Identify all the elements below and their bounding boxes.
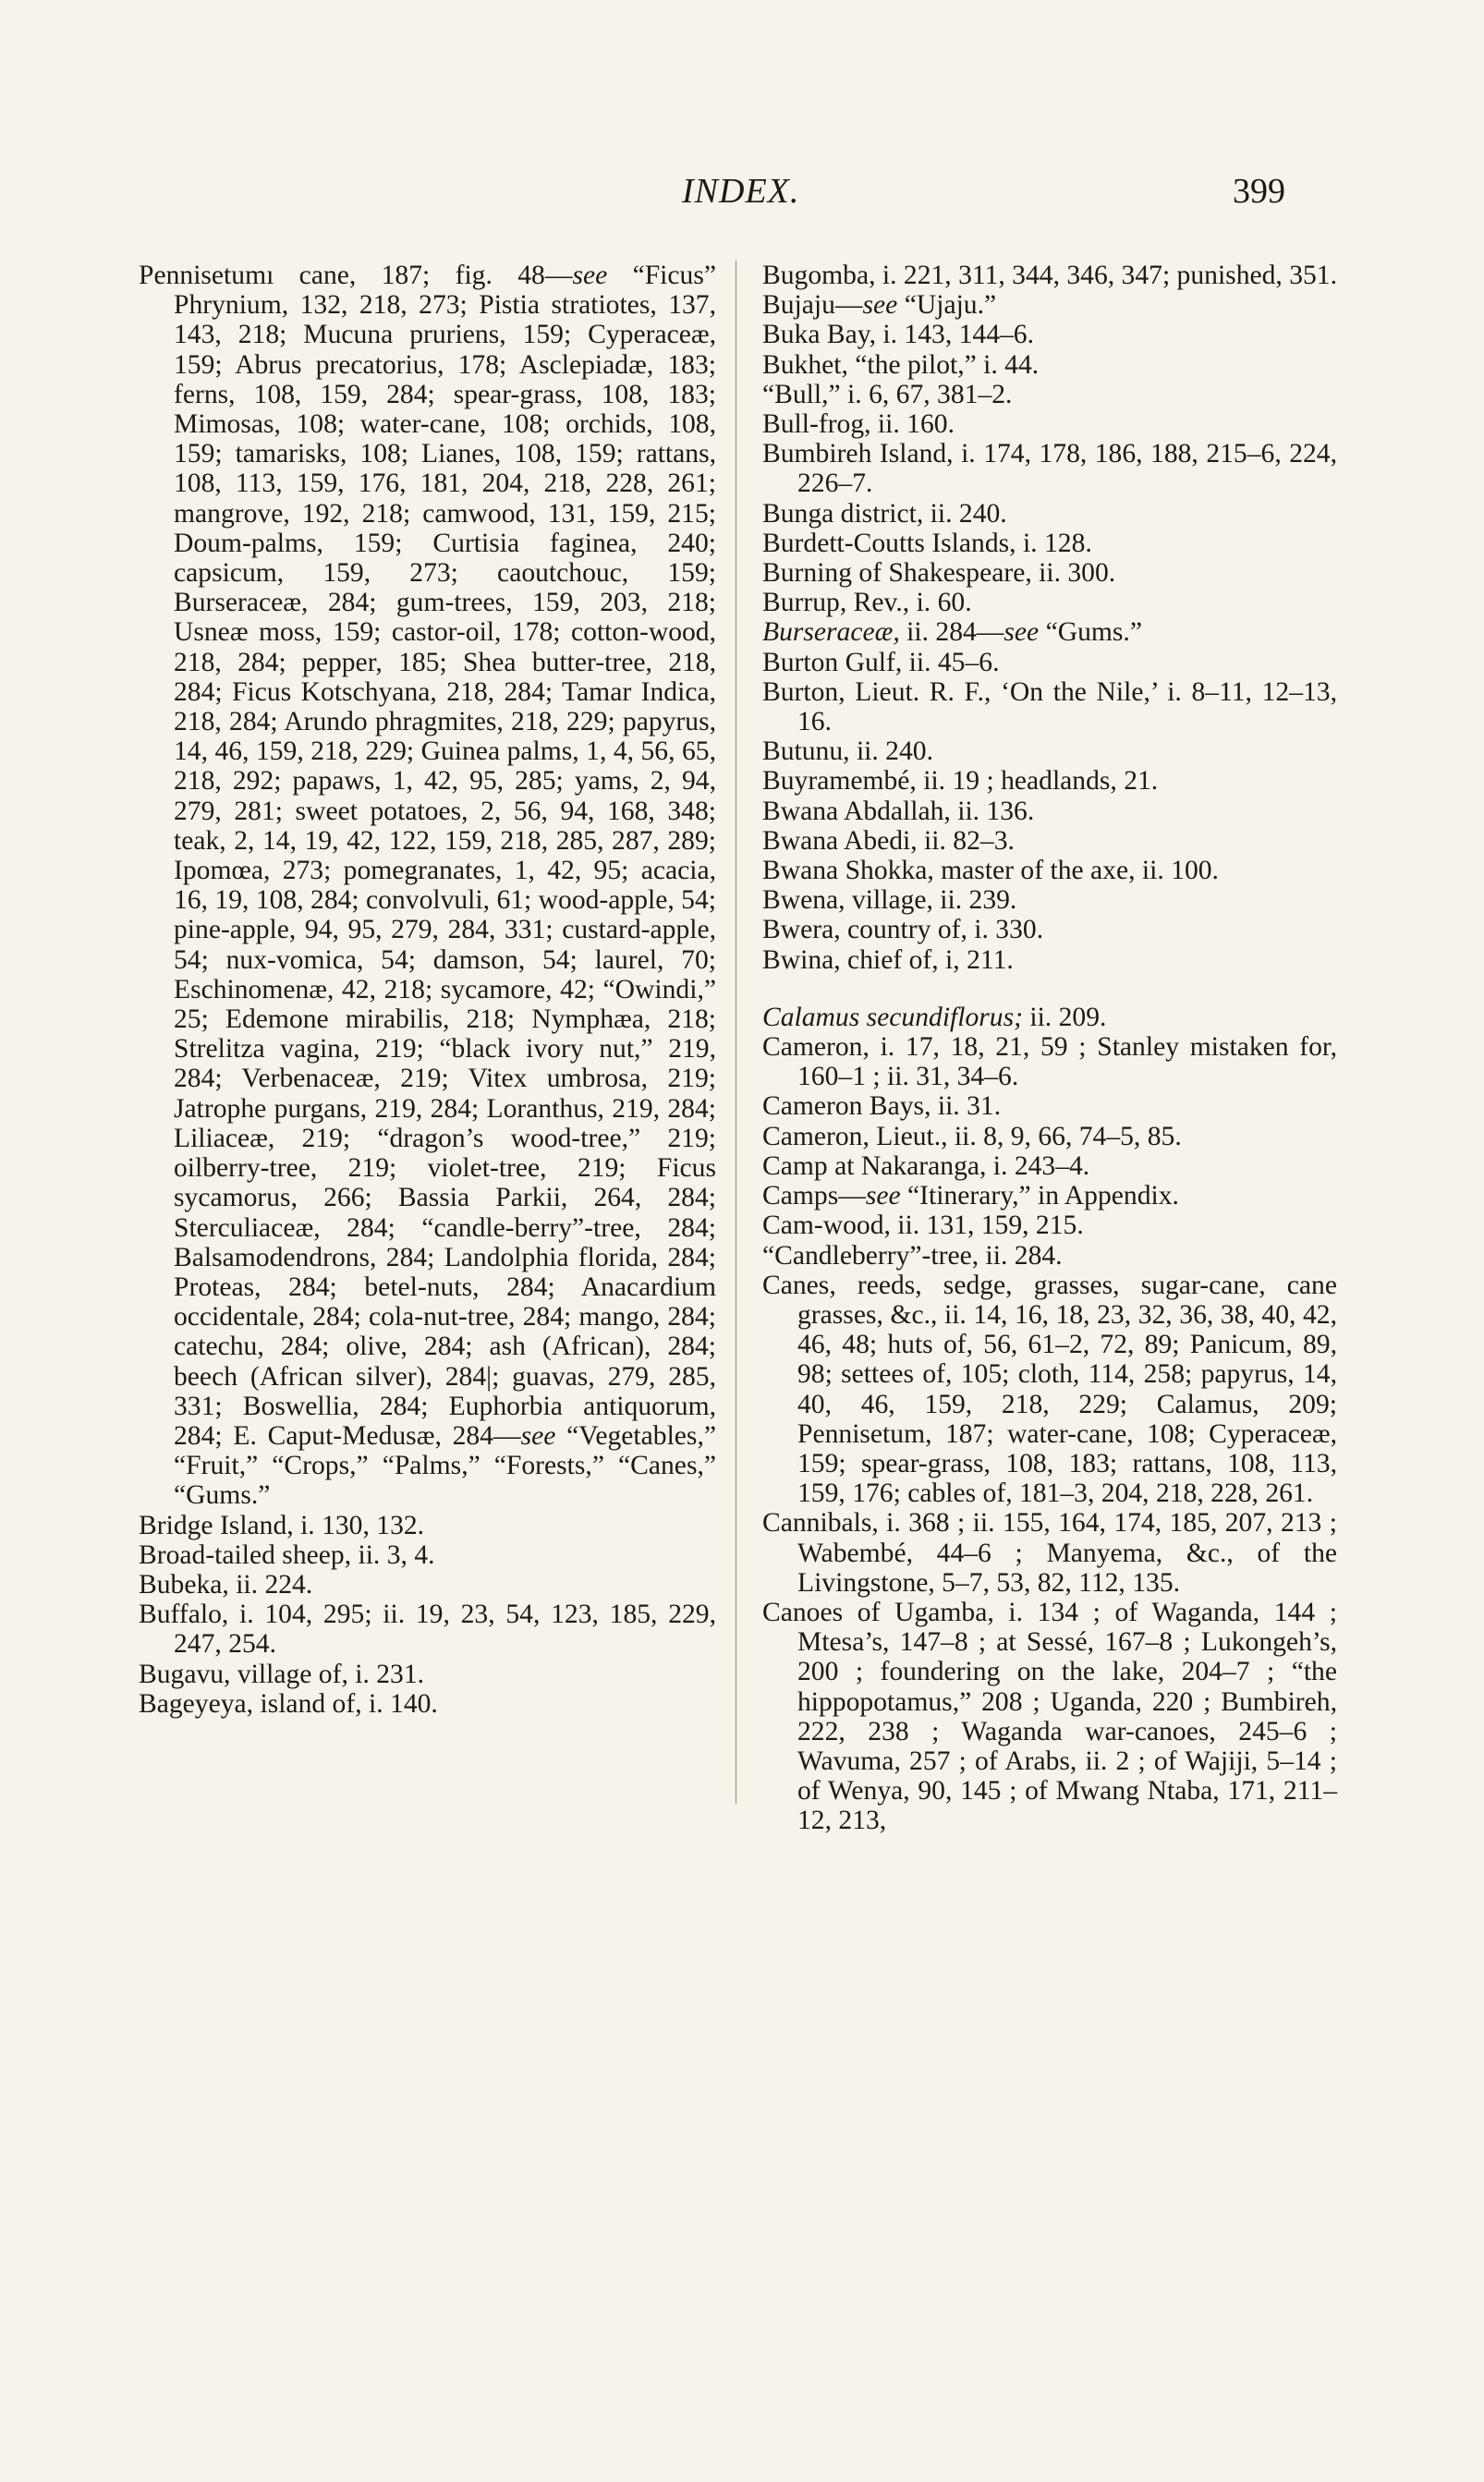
index-entry [762,766,1337,796]
index-entry [762,826,1337,856]
entry-text: see [1004,617,1040,648]
entry-text: “Itinerary,” in Appendix. [900,1181,1179,1211]
entry-text: see [572,261,608,290]
index-entry [762,529,1337,558]
index-entry [762,439,1337,498]
index-entry [762,1151,1337,1181]
index-entry [762,915,1337,944]
index-entry [139,1511,716,1540]
index-entry [139,1540,716,1570]
entry-text: Bwana Shokka, master of the axe, ii. 100. [762,856,1219,886]
index-entry [762,1271,1337,1509]
entry-text: Bull-frog, ii. 160. [762,409,955,440]
index-entry [762,736,1337,766]
index-entry [762,499,1337,529]
index-entry [139,1689,716,1719]
index-entry [762,1091,1337,1121]
index-entry [762,1598,1337,1836]
entry-text: Cameron, i. 17, 18, 21, 59 ; Stanley mistaken for, 160–1 ; ii. 31, 34–6. [762,1032,1337,1092]
index-entry [762,558,1337,588]
index-entry [762,617,1337,647]
entry-text: Bujaju— [762,290,863,321]
entry-text: Burning of Shakespeare, ii. 300. [762,558,1116,589]
section-gap [762,975,1337,1003]
entry-text: Buyramembé, ii. 19 ; headlands, 21. [762,766,1159,797]
entry-text: see [862,290,898,321]
entry-text: “Bull,” i. 6, 67, 381–2. [762,379,1013,409]
page-number: 399 [1233,172,1285,211]
index-entry [762,856,1337,885]
entry-text: Burton, Lieut. R. F., ‘On the Nile,’ i. 8–11, 12–13, 16. [762,676,1337,737]
entry-text: Bwera, country of, i. 330. [762,915,1044,945]
entry-text: Canoes of Ugamba, i. 134 ; of Waganda, 144 ; Mtesa’s, 147–8 ; at Sessé, 167–8 ; Lukongeh’s, 200 ; foundering on the lake, 204–7 ; “the hippopotamus,” 208 ; Uganda, 220 ; Bumbireh, 222, 238 ; Waganda war-canoes, 245–6 ; Wavuma, 257 ; of Arabs, ii. 2 ; of Wajiji, 5–14 ; of Wenya, 90, 145 ; of Mwang Ntaba, 171, 211–12, 213, [762,1597,1337,1836]
entry-text: Bwena, village, ii. 239. [762,885,1017,916]
entry-text: Burton Gulf, ii. 45–6. [762,647,1000,677]
index-entry [762,261,1337,290]
index-entry [762,1241,1337,1271]
index-column-left [139,261,716,1719]
index-entry [762,1003,1337,1032]
entry-text: Burdett-Coutts Islands, i. 128. [762,528,1092,558]
entry-text: Bukhet, “the pilot,” i. 44. [762,349,1040,380]
index-entry [139,261,716,1511]
entry-text: Bugavu, village of, i. 231. [139,1659,425,1689]
entry-text: “Ujaju.” [897,290,997,321]
index-entry [762,380,1337,409]
index-entry [139,1570,716,1600]
entry-text: see [520,1420,556,1451]
index-entry [762,290,1337,320]
entry-text: Cannibals, i. 368 ; ii. 155, 164, 174, 185, 207, 213 ; Wabembé, 44–6 ; Manyema, &c., of the Livingstone, 5–7, 53, 82, 112, 135. [762,1508,1337,1598]
entry-text: ii. 284— [899,617,1004,648]
entry-text: Cam-wood, ii. 131, 159, 215. [762,1211,1084,1241]
index-entry [762,1032,1337,1091]
index-entry [762,409,1337,439]
entry-text: “Ficus” Phrynium, 132, 218, 273; Pistia stratiotes, 137, 143, 218; Mucuna pruriens, 159; Cyperaceæ, 159; Abrus precatorius, 178; Asclepiadæ, 183; ferns, 108, 159, 284; spear-grass, 108, 183; Mimosas, 108; water-cane, 108; orchids, 108, 159; tamarisks, 108; Lianes, 108, 159; rattans, 108, 113, 159, 176, 181, 204, 218, 228, 261; mangrove, 192, 218; camwood, 131, 159, 215; Doum-palms, 159; Curtisia faginea, 240; capsicum, 159, 273; caoutchouc, 159; Burseraceæ, 284; gum-trees, 159, 203, 218; Usneæ moss, 159; castor-oil, 178; cotton-wood, 218, 284; pepper, 185; Shea butter-tree, 218, 284; Ficus Kotschyana, 218, 284; Tamar Indica, 218, 284; Arundo phragmites, 218, 229; papyrus, 14, 46, 159, 218, 229; Guinea palms, 1, 4, 56, 65, 218, 292; papaws, 1, 42, 95, 285; yams, 2, 94, 279, 281; sweet potatoes, 2, 56, 94, 168, 348; teak, 2, 14, 19, 42, 122, 159, 218, 285, 287, 289; Ipomœa, 273; pomegranates, 1, 42, 95; acacia, 16, 19, 108, 284; convolvuli, 61; wood-apple, 54; pine-apple, 94, 95, 279, 284, 331; custard-apple, 54; nux-vomica, 54; damson, 54; laurel, 70; Eschinomenæ, 42, 218; sycamore, 42; “Owindi,” 25; Edemone mirabilis, 218; Nymphæa, 218; Strelitza vagina, 219; “black ivory nut,” 219, 284; Verbenaceæ, 219; Vitex umbrosa, 219; Jatrophe purgans, 219, 284; Loranthus, 219, 284; Liliaceæ, 219; “dragon’s wood-tree,” 219; oilberry-tree, 219; violet-tree, 219; Ficus sycamorus, 266; Bassia Parkii, 264, 284; Sterculiaceæ, 284; “candle-berry”-tree, 284; Balsamodendrons, 284; Landolphia florida, 284; Proteas, 284; betel-nuts, 284; Anacardium occidentale, 284; cola-nut-tree, 284; mango, 284; catechu, 284; olive, 284; ash (African), 284; beech (African silver), 284|; guavas, 279, 285, 331; Boswellia, 284; Euphorbia antiquorum, 284; E. Caput-Medusæ, 284— [174,261,716,1451]
index-entry [762,885,1337,915]
entry-text: “Gums.” [1039,617,1142,648]
entry-text: Cameron, Lieut., ii. 8, 9, 66, 74–5, 85. [762,1121,1182,1151]
index-entry [762,1122,1337,1151]
index-entry [139,1600,716,1659]
entry-text: Canes, reeds, sedge, grasses, sugar-cane, cane grasses, &c., ii. 14, 16, 18, 23, 32, 36, 38, 40, 42, 46, 48; huts of, 56, 61–2, 72, 89; Panicum, 89, 98; settees of, 105; cloth, 114, 258; papyrus, 14, 40, 46, 159, 218, 229; Calamus, 209; Pennisetum, 187; water-cane, 108; Cyperaceæ, 159; spear-grass, 108, 183; rattans, 108, 113, 159, 176; cables of, 181–3, 204, 218, 228, 261. [762,1270,1337,1509]
running-title: INDEX. [682,172,800,211]
index-entry [762,677,1337,736]
entry-text: Bwana Abedi, ii. 82–3. [762,825,1015,856]
index-entry [762,1211,1337,1240]
index-column-right [762,261,1337,1836]
entry-text: Bugomba, i. 221, 311, 344, 346, 347; punished, 351. [762,261,1338,290]
entry-text: Buka Bay, i. 143, 144–6. [762,320,1035,350]
index-entry [139,1660,716,1689]
index-entry [762,588,1337,617]
index-entry [762,648,1337,677]
entry-text: Bunga district, ii. 240. [762,498,1007,529]
entry-text: ii. 209. [1022,1002,1107,1032]
entry-text: Camps— [762,1181,866,1211]
entry-text: Buffalo, i. 104, 295; ii. 19, 23, 54, 123, 185, 229, 247, 254. [139,1600,716,1660]
index-entry [762,1181,1337,1211]
entry-text: Camp at Nakaranga, i. 243–4. [762,1150,1090,1181]
entry-text: Pennisetumı cane, 187; fig. 48— [139,261,573,290]
entry-text: Burrup, Rev., i. 60. [762,588,972,618]
index-entry [762,797,1337,826]
index-entry [762,320,1337,349]
entry-text: see [865,1181,901,1211]
entry-text: Cameron Bays, ii. 31. [762,1091,1002,1122]
entry-text: Broad-tailed sheep, ii. 3, 4. [139,1539,435,1570]
entry-text: Bubeka, ii. 224. [139,1569,313,1600]
entry-text: Burseraceæ, [762,617,900,648]
entry-text: Bumbireh Island, i. 174, 178, 186, 188, 215–6, 224, 226–7. [762,439,1337,499]
page-header [0,171,1484,226]
entry-text: Calamus secundiflorus; [762,1002,1023,1032]
index-entry [762,945,1337,975]
index-entry [762,1508,1337,1598]
entry-text: Bwana Abdallah, ii. 136. [762,796,1035,826]
index-entry [762,350,1337,380]
entry-text: Bridge Island, i. 130, 132. [139,1510,425,1540]
entry-text: “Vegetables,” “Fruit,” “Crops,” “Palms,” “Forests,” “Canes,” “Gums.” [174,1420,716,1511]
entry-text: Bageyeya, island of, i. 140. [139,1688,438,1719]
entry-text: Butunu, ii. 240. [762,736,933,767]
entry-text: Bwina, chief of, i, 211. [762,944,1014,975]
entry-text: “Candleberry”-tree, ii. 284. [762,1240,1063,1271]
